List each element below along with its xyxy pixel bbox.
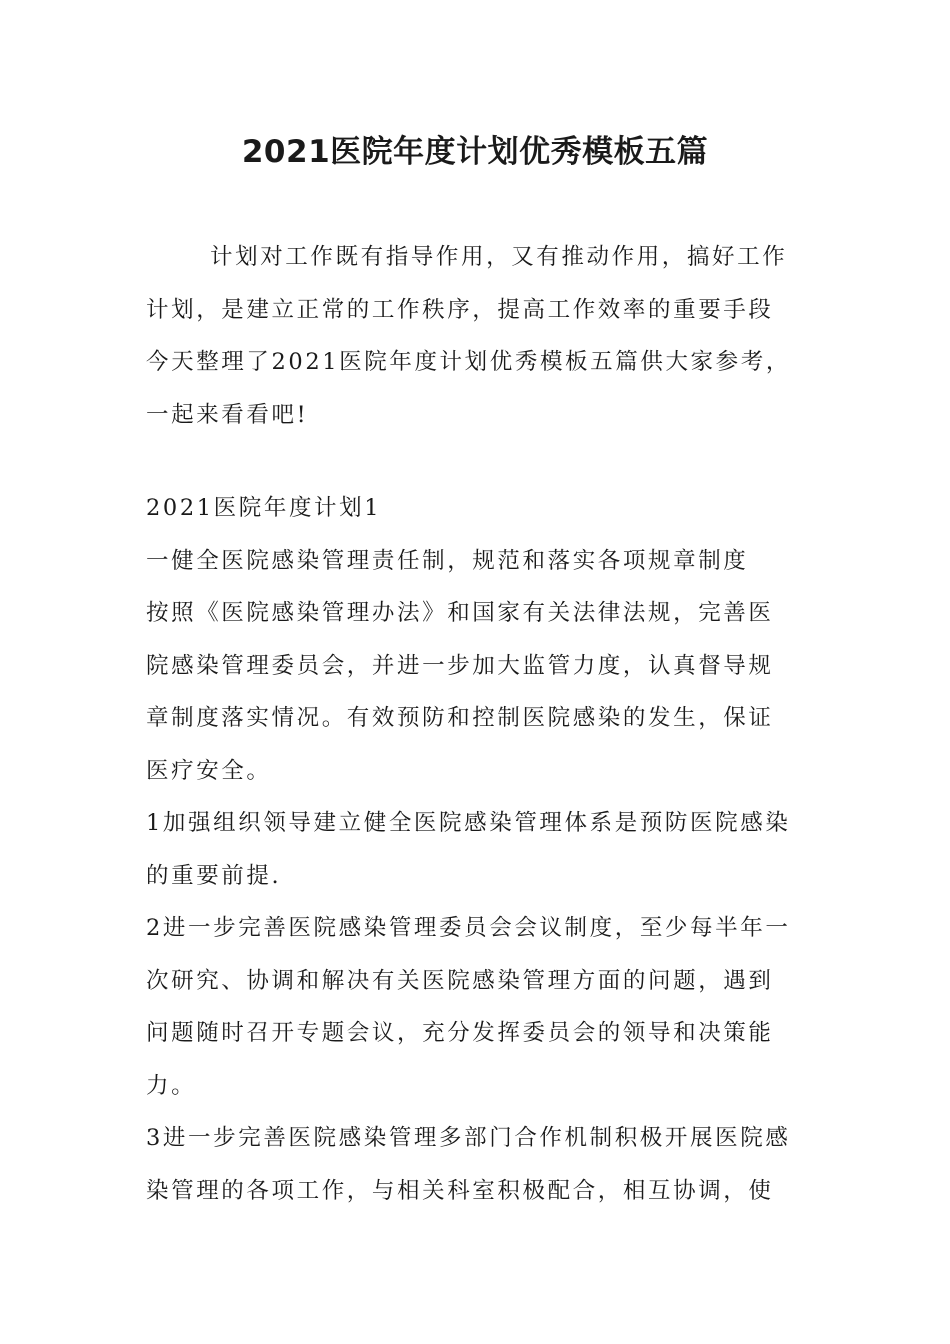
intro-line: 一起来看看吧! xyxy=(146,401,309,428)
section-line: 院感染管理委员会，并进一步加大监管力度，认真督导规 xyxy=(146,652,774,679)
intro-line: 计划对工作既有指导作用，又有推动作用，搞好工作 xyxy=(210,244,788,270)
section-line: 2进一步完善医院感染管理委员会会议制度，至少每半年一 xyxy=(146,915,791,941)
section-line: 医疗安全。 xyxy=(146,757,272,784)
section-line: 染管理的各项工作，与相关科室积极配合，相互协调，使 xyxy=(146,1177,774,1204)
plan-section xyxy=(146,482,808,1217)
section-line: 章制度落实情况。有效预防和控制医院感染的发生，保证 xyxy=(146,705,774,731)
section-heading: 2021医院年度计划1 xyxy=(146,495,382,521)
intro-line: 今天整理了2021医院年度计划优秀模板五篇供大家参考， xyxy=(146,349,791,375)
intro-paragraph xyxy=(146,231,808,441)
section-line: 一健全医院感染管理责任制，规范和落实各项规章制度 xyxy=(146,547,749,574)
section-line: 力。 xyxy=(146,1072,197,1099)
section-line: 的重要前提. xyxy=(146,862,282,889)
section-line: 1加强组织领导建立健全医院感染管理体系是预防医院感染 xyxy=(146,810,791,836)
section-line: 问题随时召开专题会议，充分发挥委员会的领导和决策能 xyxy=(146,1020,774,1046)
section-line: 按照《医院感染管理办法》和国家有关法律法规，完善医 xyxy=(146,600,774,626)
section-line: 3进一步完善医院感染管理多部门合作机制积极开展医院感 xyxy=(146,1125,791,1151)
intro-line: 计划，是建立正常的工作秩序，提高工作效率的重要手段 xyxy=(146,296,774,323)
document-title: 2021医院年度计划优秀模板五篇 xyxy=(241,134,709,170)
section-line: 次研究、协调和解决有关医院感染管理方面的问题，遇到 xyxy=(146,967,774,994)
